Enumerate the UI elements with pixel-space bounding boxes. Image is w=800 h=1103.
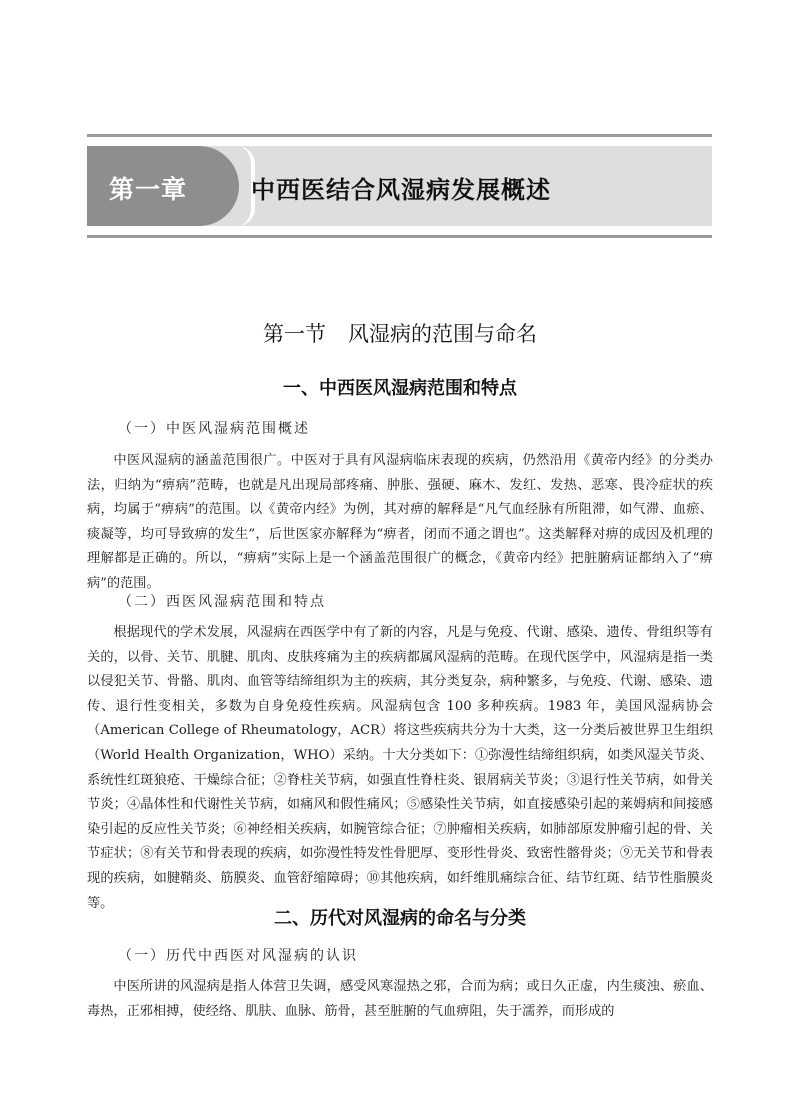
heading-level2-2: 二、历代对风湿病的命名与分类	[274, 908, 526, 929]
section-number: 第一节	[263, 322, 326, 346]
heading-level3-3: （一）历代中西医对风湿病的认识	[118, 948, 358, 964]
paragraph-tcm-scope: 中医风湿病的涵盖范围很广。中医对于具有风湿病临床表现的疾病，仍然沿用《黄帝内经》的分类办法，归纳为“痹病”范畴，也就是凡出现局部疼痛、肿胀、强硬、麻木、发红、发热、恶寒、畏冷症状的疾病，均属于“痹病”的范围。以《黄帝内经》为例，其对痹的解释是“凡气血经脉有所阻滞，如气滞、血瘀、痰凝等，均可导致痹的发生”，后世医家亦解释为“痹者，闭而不通之谓也”。这类解释对痹的成因及机理的理解都是正确的。所以，“痹病”实际上是一个涵盖范围很广的概念，《黄帝内经》把脏腑病证都纳入了“痹病”的范围。	[87, 453, 713, 591]
section-name: 风湿病的范围与命名	[348, 322, 537, 346]
chapter-title: 中西医结合风湿病发展概述	[251, 176, 551, 204]
chapter-top-rule	[87, 134, 712, 137]
heading-level3-1: （一）中医风湿病范围概述	[118, 421, 310, 437]
heading-level2-1: 一、中西医风湿病范围和特点	[283, 378, 517, 399]
chapter-bottom-rule	[87, 235, 712, 238]
chapter-header	[87, 134, 712, 240]
paragraph-western-scope: 根据现代的学术发展，风湿病在西医学中有了新的内容，凡是与免疫、代谢、感染、遗传、骨组织等有关的，以骨、关节、肌腱、肌肉、皮肤疼痛为主的疾病都属风湿病的范畴。在现代医学中，风湿病是指一类以侵犯关节、骨骼、肌肉、血管等结缔组织为主的疾病，其分类复杂，病种繁多，与免疫、代谢、感染、遗传、退行性变相关，多数为自身免疫性疾病。风湿病包含 100 多种疾病。1983 年，美国风湿病协会（American College of Rheumatology，ACR）将这些疾病共分为十大类，这一分类后被世界卫生组织（World Health Organization，WHO）采纳。十大分类如下：①弥漫性结缔组织病，如类风湿关节炎、系统性红斑狼疮、干燥综合征；②脊柱关节病，如强直性脊柱炎、银屑病关节炎；③退行性关节病，如骨关节炎；④晶体性和代谢性关节病，如痛风和假性痛风；⑤感染性关节病，如直接感染引起的莱姆病和间接感染引起的反应性关节炎；⑥神经相关疾病，如腕管综合征；⑦肿瘤相关疾病，如肺部原发肿瘤引起的骨、关节症状；⑧有关节和骨表现的疾病，如弥漫性特发性骨肥厚、变形性骨炎、致密性髂骨炎；⑨无关节和骨表现的疾病，如腱鞘炎、筋膜炎、血管舒缩障碍；⑩其他疾病，如纤维肌痛综合征、结节红斑、结节性脂膜炎等。	[87, 625, 713, 911]
paragraph-history: 中医所讲的风湿病是指人体营卫失调，感受风寒湿热之邪，合而为病；或日久正虚，内生痰浊、瘀血、毒热，正邪相搏，使经络、肌肤、血脉、筋骨，甚至脏腑的气血痹阻，失于濡养，而形成的	[87, 979, 713, 1019]
section-title	[0, 318, 800, 348]
chapter-number: 第一章	[109, 175, 188, 204]
heading-level3-2: （二）西医风湿病范围和特点	[118, 594, 326, 610]
